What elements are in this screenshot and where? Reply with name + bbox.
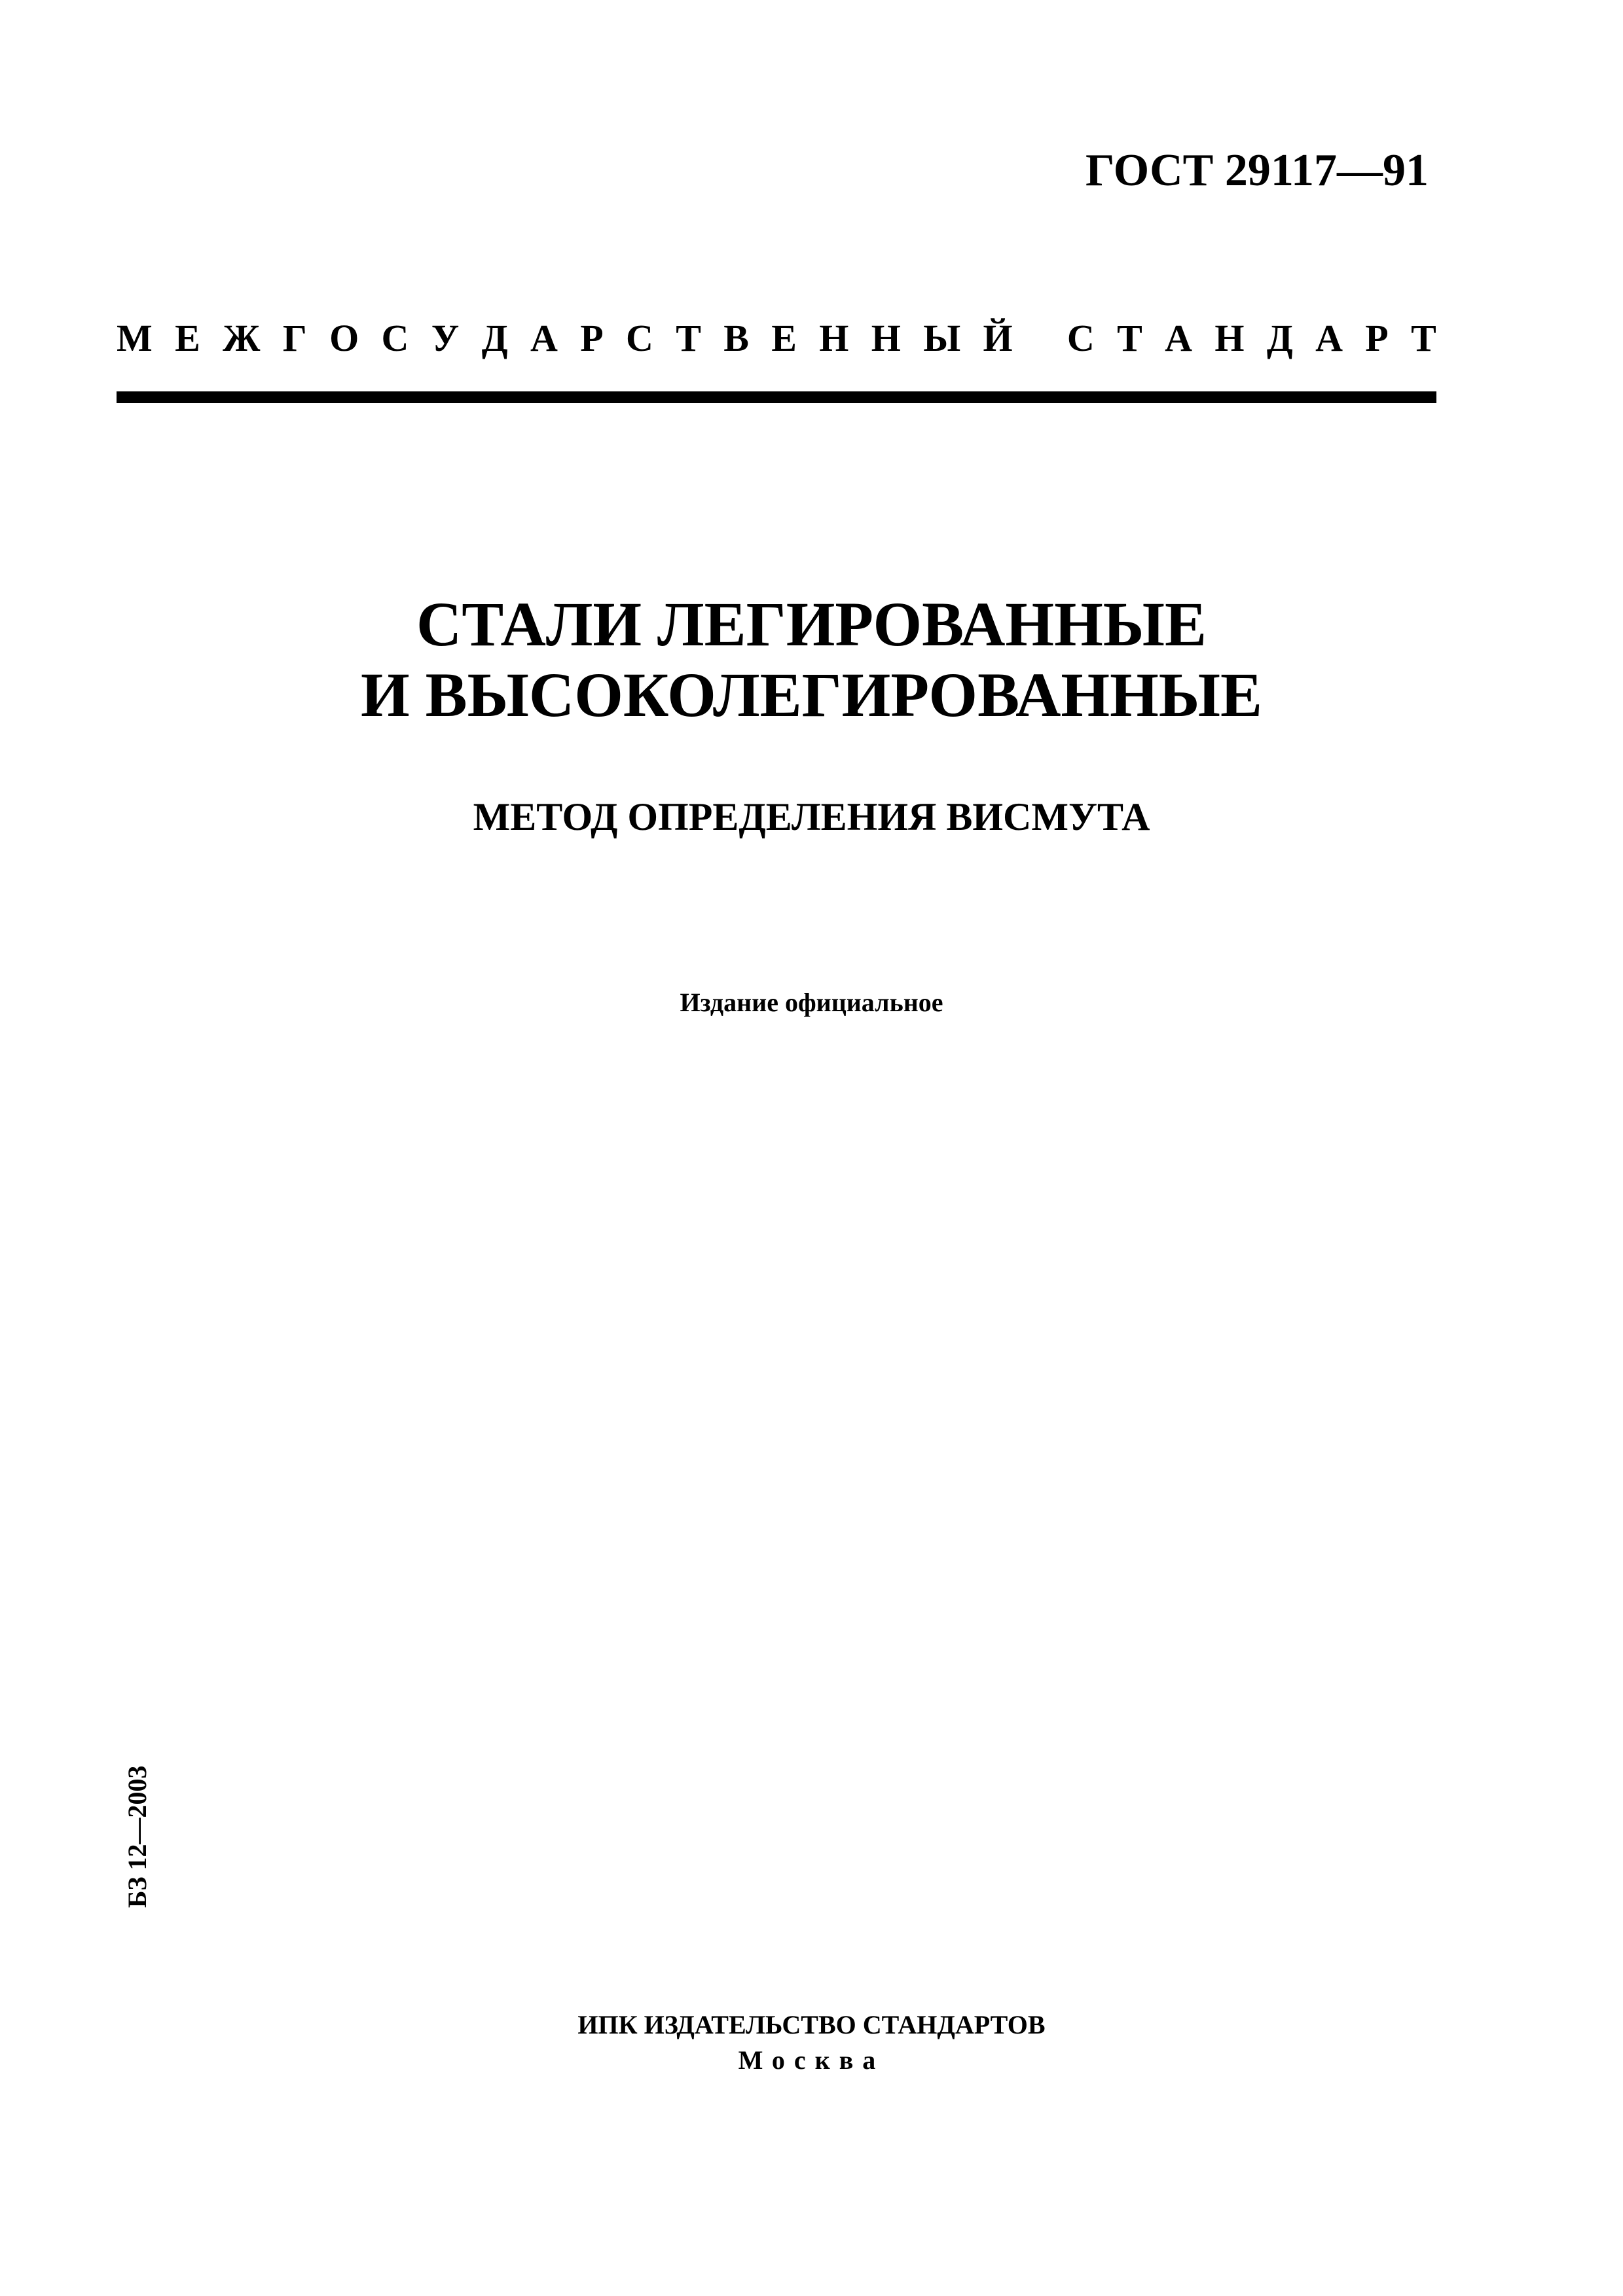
heading-letter: А bbox=[1315, 317, 1343, 359]
heading-word-gap bbox=[1035, 319, 1045, 357]
heading-letter: Н bbox=[1214, 317, 1245, 359]
publisher-name: ИПК ИЗДАТЕЛЬСТВО СТАНДАРТОВ bbox=[577, 2010, 1046, 2039]
header-rule bbox=[117, 391, 1436, 403]
edition-note: Издание официальное bbox=[680, 988, 943, 1017]
heading-letter: Н bbox=[819, 317, 849, 359]
heading-letter: В bbox=[723, 317, 749, 359]
heading-letter: Т bbox=[1411, 317, 1436, 359]
heading-letter: Т bbox=[1117, 317, 1142, 359]
publisher-city: Москва bbox=[738, 2045, 885, 2075]
heading-letter: М bbox=[117, 317, 153, 359]
heading-letter: Д bbox=[1266, 317, 1293, 359]
title-block bbox=[0, 589, 1623, 730]
heading-letter: Е bbox=[175, 317, 200, 359]
heading-letter: У bbox=[431, 317, 460, 359]
heading-letter: Ж bbox=[223, 317, 261, 359]
heading-letter: Ы bbox=[923, 317, 961, 359]
heading-letter: Н bbox=[871, 317, 901, 359]
title-line-1: СТАЛИ ЛЕГИРОВАННЫЕ bbox=[416, 589, 1207, 659]
document-number: ГОСТ 29117—91 bbox=[1085, 145, 1429, 196]
heading-letter: С bbox=[625, 317, 653, 359]
heading-letter: Е bbox=[771, 317, 797, 359]
heading-letter: Р bbox=[1365, 317, 1389, 359]
heading-letter: А bbox=[1165, 317, 1192, 359]
heading-letter: Г bbox=[282, 317, 307, 359]
heading-letter: Й bbox=[983, 317, 1013, 359]
heading-letter: С bbox=[381, 317, 409, 359]
title-line-2: И ВЫСОКОЛЕГИРОВАННЫЕ bbox=[360, 660, 1263, 730]
heading-letter: А bbox=[530, 317, 558, 359]
heading-letter: О bbox=[329, 317, 359, 359]
heading-letter: Р bbox=[580, 317, 604, 359]
heading-letter: С bbox=[1067, 317, 1095, 359]
standard-type-heading bbox=[117, 319, 1436, 357]
heading-letter: Т bbox=[676, 317, 701, 359]
document-subtitle: МЕТОД ОПРЕДЕЛЕНИЯ ВИСМУТА bbox=[473, 795, 1150, 838]
side-code: БЗ 12—2003 bbox=[122, 1765, 152, 1908]
heading-letter: Д bbox=[481, 317, 508, 359]
